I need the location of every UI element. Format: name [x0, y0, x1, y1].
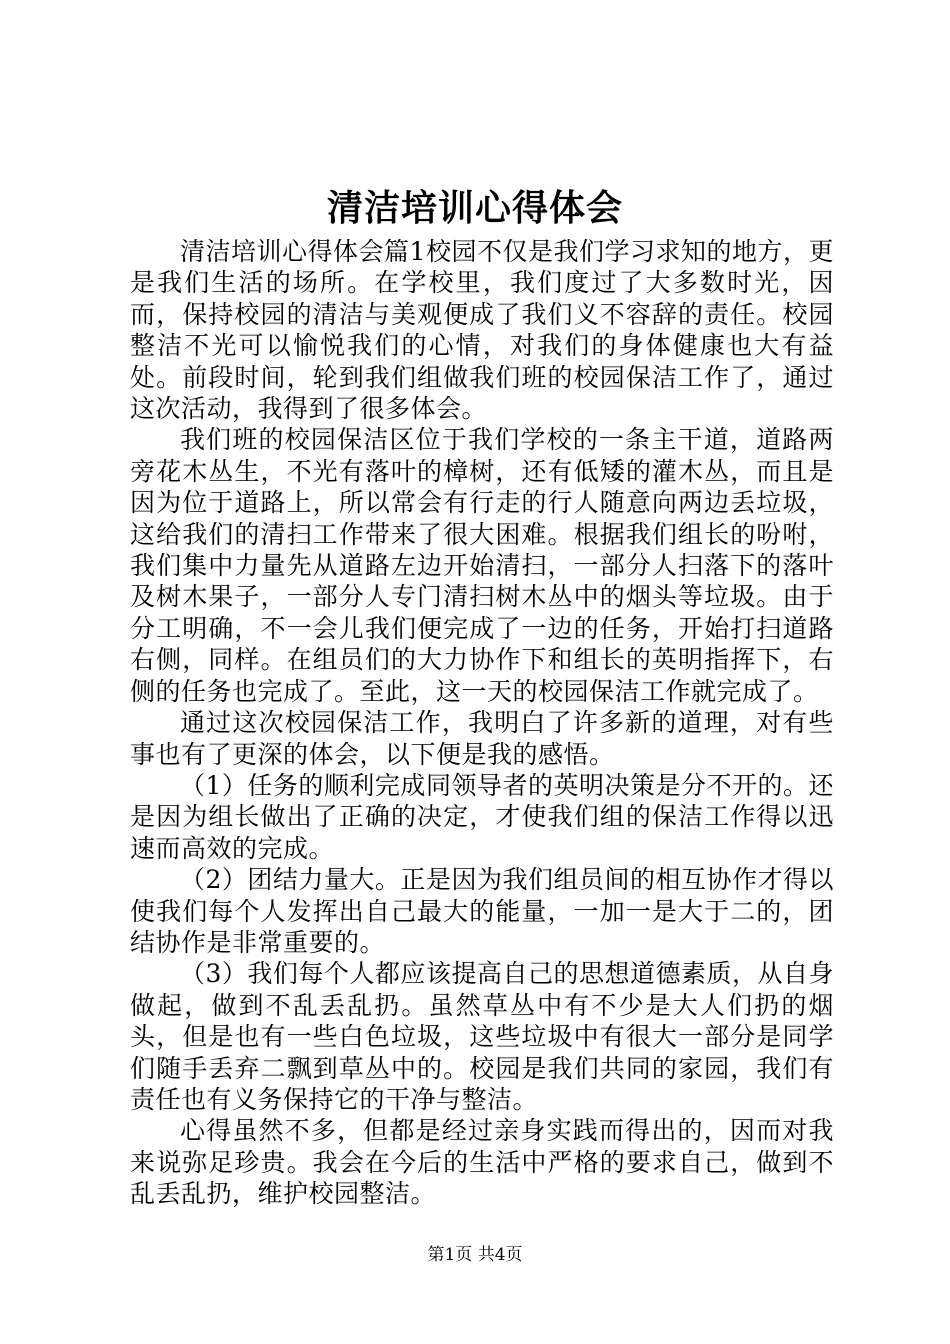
- paragraph-4: （1）任务的顺利完成同领导者的英明决策是分不开的。还是因为组长做出了正确的决定，才使我们组的保洁工作得以迅速而高效的完成。: [130, 770, 834, 863]
- document-title: 清洁培训心得体会: [326, 187, 623, 229]
- paragraph-7: 心得虽然不多，但都是经过亲身实践而得出的，因而对我来说弥足珍贵。我会在今后的生活中严格的要求自己，做到不乱丢乱扔，维护校园整洁。: [130, 1116, 834, 1209]
- paragraph-3: 通过这次校园保洁工作，我明白了许多新的道理，对有些事也有了更深的体会，以下便是我的感悟。: [130, 708, 834, 769]
- paragraph-2: 我们班的校园保洁区位于我们学校的一条主干道，道路两旁花木丛生，不光有落叶的樟树，还有低矮的灌木丛，而且是因为位于道路上，所以常会有行走的行人随意向两边丢垃圾，这给我们的清扫工作带来了很大困难。根据我们组长的吩咐，我们集中力量先从道路左边开始清扫，一部分人扫落下的落叶及树木果子，一部分人专门清扫树木丛中的烟头等垃圾。由于分工明确，不一会儿我们便完成了一边的任务，开始打扫道路右侧，同样。在组员们的大力协作下和组长的英明指挥下，右侧的任务也完成了。至此，这一天的校园保洁工作就完成了。: [130, 425, 834, 706]
- paragraph-6: （3）我们每个人都应该提高自己的思想道德素质，从自身做起，做到不乱丢乱扔。虽然草丛中有不少是大人们扔的烟头，但是也有一些白色垃圾，这些垃圾中有很大一部分是同学们随手丢弃二飘到草丛中的。校园是我们共同的家园，我们有责任也有义务保持它的干净与整洁。: [130, 959, 834, 1114]
- page-footer: 第1页 共4页: [427, 1245, 523, 1265]
- paragraph-1: 清洁培训心得体会篇1校园不仅是我们学习求知的地方，更是我们生活的场所。在学校里，我们度过了大多数时光，因而，保持校园的清洁与美观便成了我们义不容辞的责任。校园整洁不光可以愉悦我们的心情，对我们的身体健康也大有益处。前段时间，轮到我们组做我们班的校园保洁工作了，通过这次活动，我得到了很多体会。: [130, 237, 834, 424]
- document-body: [130, 236, 834, 1210]
- paragraph-5: （2）团结力量大。正是因为我们组员间的相互协作才得以使我们每个人发挥出自己最大的能量，一加一是大于二的，团结协作是非常重要的。: [130, 865, 834, 957]
